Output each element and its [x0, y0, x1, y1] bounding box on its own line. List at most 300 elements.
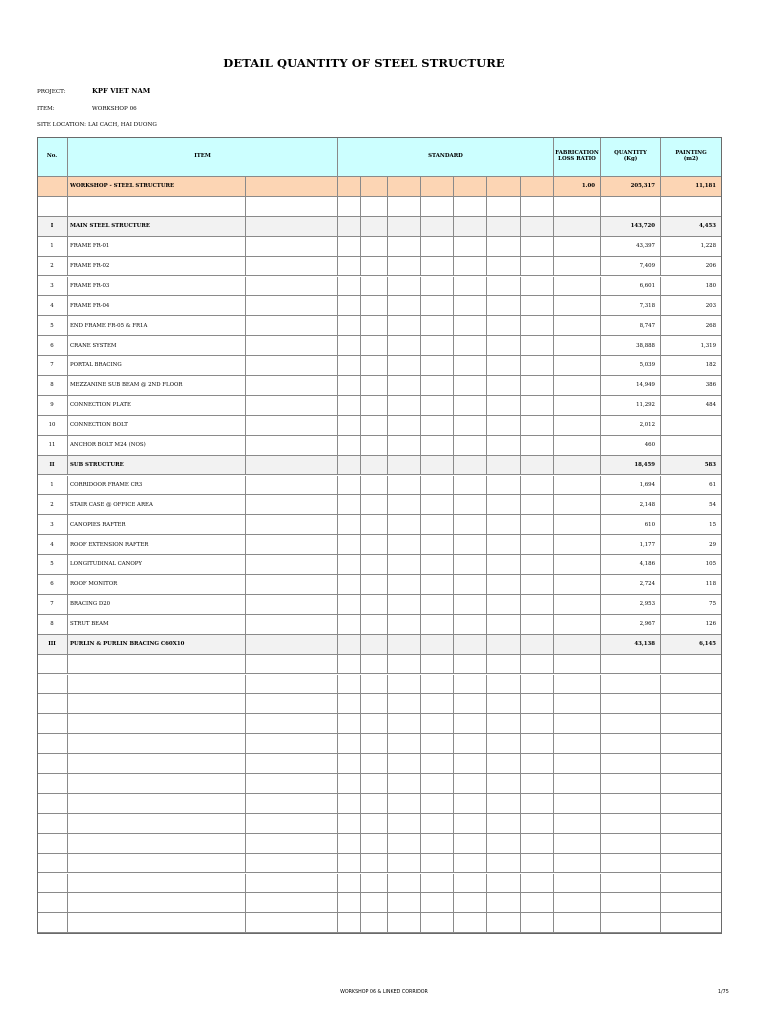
cell-paint: [661, 794, 722, 814]
cell-standard: [454, 456, 487, 476]
cell-item: PORTAL BRACING: [68, 356, 246, 376]
cell-fab: 1.00: [554, 177, 601, 197]
cell-qty: 460: [601, 436, 661, 456]
cell-item: FRAME FR-01: [68, 237, 246, 257]
cell-standard: [388, 913, 421, 933]
cell-standard: [421, 694, 454, 714]
cell-item: WORKSHOP - STEEL STRUCTURE: [68, 177, 246, 197]
cell-standard: [388, 575, 421, 595]
cell-fab: [554, 515, 601, 535]
cell-fab: [554, 237, 601, 257]
cell-no: II: [37, 456, 68, 476]
cell-standard: [338, 555, 361, 575]
project-value: KPF VIET NAM: [92, 87, 151, 95]
cell-standard: [388, 714, 421, 734]
cell-standard: [338, 177, 361, 197]
cell-standard: [246, 217, 338, 237]
cell-standard: [421, 814, 454, 834]
cell-standard: [421, 754, 454, 774]
cell-standard: [521, 296, 554, 316]
cell-standard: [361, 854, 388, 874]
cell-item: FRAME FR-02: [68, 257, 246, 277]
cell-standard: [361, 555, 388, 575]
cell-standard: [487, 595, 521, 615]
cell-fab: [554, 436, 601, 456]
cell-standard: [521, 495, 554, 515]
cell-paint: [661, 714, 722, 734]
cell-standard: [521, 754, 554, 774]
cell-no: [37, 694, 68, 714]
cell-standard: [487, 416, 521, 436]
cell-standard: [454, 177, 487, 197]
cell-standard: [338, 456, 361, 476]
cell-paint: [661, 754, 722, 774]
cell-standard: [338, 774, 361, 794]
cell-standard: [246, 495, 338, 515]
cell-standard: [487, 217, 521, 237]
cell-standard: [388, 436, 421, 456]
cell-standard: [361, 615, 388, 635]
cell-standard: [421, 436, 454, 456]
cell-standard: [454, 734, 487, 754]
cell-standard: [521, 336, 554, 356]
cell-standard: [454, 774, 487, 794]
cell-standard: [487, 436, 521, 456]
cell-qty: 4,186: [601, 555, 661, 575]
cell-standard: [454, 754, 487, 774]
cell-standard: [246, 655, 338, 675]
cell-standard: [487, 675, 521, 695]
cell-paint: [661, 416, 722, 436]
cell-fab: [554, 814, 601, 834]
cell-paint: [661, 854, 722, 874]
cell-standard: [454, 436, 487, 456]
cell-item: MEZZANINE SUB BEAM @ 2ND FLOOR: [68, 376, 246, 396]
page-title: DETAIL QUANTITY OF STEEL STRUCTURE: [223, 56, 505, 70]
cell-standard: [421, 316, 454, 336]
cell-standard: [338, 376, 361, 396]
cell-no: [37, 197, 68, 217]
cell-paint: 182: [661, 356, 722, 376]
cell-standard: [246, 575, 338, 595]
cell-paint: 484: [661, 396, 722, 416]
cell-standard: [521, 655, 554, 675]
cell-standard: [487, 774, 521, 794]
cell-standard: [454, 476, 487, 496]
cell-no: 3: [37, 277, 68, 297]
cell-fab: [554, 555, 601, 575]
header-quantity: QUANTITY (Kg): [601, 137, 661, 177]
cell-no: 6: [37, 575, 68, 595]
cell-qty: 2,012: [601, 416, 661, 436]
cell-standard: [521, 694, 554, 714]
cell-standard: [421, 416, 454, 436]
cell-standard: [361, 177, 388, 197]
cell-standard: [246, 376, 338, 396]
cell-standard: [388, 336, 421, 356]
cell-item: STAIR CASE @ OFFICE AREA: [68, 495, 246, 515]
cell-standard: [521, 535, 554, 555]
cell-item: [68, 675, 246, 695]
cell-standard: [361, 635, 388, 655]
cell-standard: [421, 675, 454, 695]
cell-standard: [487, 834, 521, 854]
cell-qty: 2,967: [601, 615, 661, 635]
cell-item: STRUT BEAM: [68, 615, 246, 635]
cell-item: [68, 874, 246, 894]
cell-standard: [246, 356, 338, 376]
cell-item: [68, 794, 246, 814]
cell-standard: [361, 814, 388, 834]
cell-standard: [361, 714, 388, 734]
cell-paint: [661, 834, 722, 854]
cell-fab: [554, 535, 601, 555]
cell-standard: [454, 893, 487, 913]
cell-standard: [487, 356, 521, 376]
cell-paint: [661, 774, 722, 794]
cell-standard: [454, 277, 487, 297]
cell-standard: [454, 814, 487, 834]
cell-standard: [421, 177, 454, 197]
cell-standard: [487, 316, 521, 336]
cell-qty: 7,318: [601, 296, 661, 316]
cell-standard: [421, 356, 454, 376]
cell-standard: [454, 794, 487, 814]
cell-item: [68, 854, 246, 874]
site-location-value: LAI CACH, HAI DUONG: [88, 122, 157, 128]
cell-standard: [361, 436, 388, 456]
cell-paint: 105: [661, 555, 722, 575]
cell-standard: [388, 893, 421, 913]
cell-standard: [454, 296, 487, 316]
cell-item: FRAME FR-03: [68, 277, 246, 297]
cell-standard: [338, 277, 361, 297]
cell-standard: [454, 595, 487, 615]
cell-standard: [454, 535, 487, 555]
cell-standard: [338, 595, 361, 615]
cell-paint: [661, 197, 722, 217]
cell-fab: [554, 316, 601, 336]
cell-standard: [338, 635, 361, 655]
cell-standard: [454, 874, 487, 894]
cell-standard: [521, 635, 554, 655]
cell-no: 1: [37, 476, 68, 496]
site-location-label: SITE LOCATION:: [37, 122, 87, 128]
cell-standard: [454, 615, 487, 635]
cell-standard: [388, 635, 421, 655]
cell-standard: [361, 874, 388, 894]
cell-standard: [361, 296, 388, 316]
cell-standard: [388, 595, 421, 615]
cell-standard: [246, 296, 338, 316]
cell-standard: [388, 754, 421, 774]
cell-qty: [601, 814, 661, 834]
cell-standard: [388, 396, 421, 416]
cell-standard: [338, 615, 361, 635]
cell-fab: [554, 615, 601, 635]
cell-standard: [388, 854, 421, 874]
header-painting: PAINTING (m2): [661, 137, 722, 177]
cell-standard: [361, 456, 388, 476]
cell-standard: [454, 635, 487, 655]
cell-standard: [388, 177, 421, 197]
cell-no: III: [37, 635, 68, 655]
cell-standard: [454, 834, 487, 854]
cell-paint: [661, 694, 722, 714]
cell-fab: [554, 336, 601, 356]
cell-standard: [421, 515, 454, 535]
cell-standard: [454, 376, 487, 396]
cell-standard: [421, 277, 454, 297]
cell-qty: [601, 774, 661, 794]
cell-qty: 18,459: [601, 456, 661, 476]
cell-paint: 4,453: [661, 217, 722, 237]
cell-qty: 14,949: [601, 376, 661, 396]
cell-paint: [661, 913, 722, 933]
cell-standard: [521, 734, 554, 754]
cell-standard: [361, 277, 388, 297]
cell-no: 8: [37, 376, 68, 396]
cell-paint: 386: [661, 376, 722, 396]
quantity-table: [37, 137, 722, 934]
cell-fab: [554, 356, 601, 376]
cell-standard: [487, 874, 521, 894]
cell-standard: [454, 217, 487, 237]
cell-fab: [554, 734, 601, 754]
cell-standard: [246, 436, 338, 456]
cell-fab: [554, 655, 601, 675]
cell-fab: [554, 675, 601, 695]
cell-standard: [454, 316, 487, 336]
cell-item: MAIN STEEL STRUCTURE: [68, 217, 246, 237]
cell-item: [68, 814, 246, 834]
cell-standard: [421, 257, 454, 277]
cell-no: 6: [37, 336, 68, 356]
cell-standard: [487, 515, 521, 535]
cell-standard: [421, 734, 454, 754]
cell-standard: [246, 774, 338, 794]
header-no: No.: [37, 137, 68, 177]
cell-standard: [421, 495, 454, 515]
cell-standard: [487, 456, 521, 476]
cell-standard: [454, 913, 487, 933]
cell-qty: [601, 893, 661, 913]
cell-no: [37, 754, 68, 774]
cell-standard: [487, 535, 521, 555]
cell-standard: [338, 257, 361, 277]
cell-standard: [388, 476, 421, 496]
cell-standard: [521, 555, 554, 575]
cell-standard: [361, 694, 388, 714]
cell-standard: [487, 655, 521, 675]
cell-standard: [487, 714, 521, 734]
cell-item: CONNECTION BOLT: [68, 416, 246, 436]
cell-standard: [246, 535, 338, 555]
cell-standard: [361, 396, 388, 416]
cell-item: [68, 754, 246, 774]
cell-standard: [487, 854, 521, 874]
cell-standard: [487, 814, 521, 834]
cell-qty: 205,317: [601, 177, 661, 197]
cell-paint: 15: [661, 515, 722, 535]
cell-standard: [454, 237, 487, 257]
cell-standard: [338, 237, 361, 257]
cell-standard: [421, 535, 454, 555]
cell-fab: [554, 854, 601, 874]
cell-paint: 583: [661, 456, 722, 476]
cell-standard: [388, 555, 421, 575]
cell-item: ROOF EXTENSION RAFTER: [68, 535, 246, 555]
cell-item: CRANE SYSTEM: [68, 336, 246, 356]
cell-standard: [388, 237, 421, 257]
header-standard: STANDARD: [338, 137, 554, 177]
cell-standard: [421, 595, 454, 615]
cell-paint: 29: [661, 535, 722, 555]
cell-standard: [388, 495, 421, 515]
cell-standard: [361, 675, 388, 695]
cell-standard: [487, 296, 521, 316]
cell-standard: [361, 893, 388, 913]
cell-standard: [246, 396, 338, 416]
cell-standard: [421, 376, 454, 396]
cell-standard: [361, 257, 388, 277]
cell-standard: [421, 615, 454, 635]
cell-standard: [338, 893, 361, 913]
cell-fab: [554, 834, 601, 854]
cell-paint: 180: [661, 277, 722, 297]
cell-standard: [487, 913, 521, 933]
cell-standard: [487, 734, 521, 754]
cell-standard: [338, 396, 361, 416]
cell-no: 10: [37, 416, 68, 436]
cell-standard: [338, 754, 361, 774]
cell-paint: 54: [661, 495, 722, 515]
cell-standard: [487, 197, 521, 217]
cell-standard: [361, 495, 388, 515]
cell-fab: [554, 476, 601, 496]
cell-standard: [338, 535, 361, 555]
cell-fab: [554, 893, 601, 913]
cell-standard: [246, 197, 338, 217]
cell-qty: [601, 754, 661, 774]
cell-no: 7: [37, 595, 68, 615]
cell-standard: [421, 913, 454, 933]
cell-standard: [487, 794, 521, 814]
cell-standard: [487, 396, 521, 416]
cell-item: LONGITUDINAL CANOPY: [68, 555, 246, 575]
cell-paint: [661, 874, 722, 894]
cell-standard: [361, 734, 388, 754]
cell-qty: 8,747: [601, 316, 661, 336]
cell-standard: [388, 655, 421, 675]
cell-standard: [454, 416, 487, 436]
cell-paint: 75: [661, 595, 722, 615]
cell-standard: [388, 217, 421, 237]
cell-standard: [521, 575, 554, 595]
cell-no: [37, 854, 68, 874]
cell-standard: [361, 197, 388, 217]
cell-standard: [246, 416, 338, 436]
cell-standard: [454, 495, 487, 515]
cell-standard: [388, 834, 421, 854]
cell-standard: [338, 734, 361, 754]
cell-standard: [454, 356, 487, 376]
cell-standard: [487, 257, 521, 277]
cell-standard: [361, 316, 388, 336]
cell-no: 4: [37, 535, 68, 555]
cell-qty: 2,148: [601, 495, 661, 515]
header-item: ITEM: [68, 137, 338, 177]
cell-standard: [246, 476, 338, 496]
cell-qty: [601, 694, 661, 714]
cell-qty: [601, 734, 661, 754]
cell-standard: [388, 376, 421, 396]
cell-standard: [521, 237, 554, 257]
cell-no: 7: [37, 356, 68, 376]
cell-standard: [454, 854, 487, 874]
cell-qty: 7,409: [601, 257, 661, 277]
cell-qty: 11,292: [601, 396, 661, 416]
cell-fab: [554, 754, 601, 774]
cell-item: BRACING D20: [68, 595, 246, 615]
cell-standard: [421, 197, 454, 217]
cell-standard: [246, 874, 338, 894]
cell-standard: [388, 794, 421, 814]
cell-standard: [338, 694, 361, 714]
cell-standard: [246, 794, 338, 814]
cell-standard: [421, 555, 454, 575]
cell-standard: [388, 277, 421, 297]
cell-standard: [338, 834, 361, 854]
cell-no: 5: [37, 316, 68, 336]
cell-standard: [338, 874, 361, 894]
cell-standard: [421, 834, 454, 854]
cell-fab: [554, 575, 601, 595]
cell-fab: [554, 456, 601, 476]
cell-fab: [554, 217, 601, 237]
cell-no: [37, 814, 68, 834]
cell-standard: [388, 774, 421, 794]
cell-standard: [361, 913, 388, 933]
cell-qty: [601, 834, 661, 854]
cell-standard: [421, 575, 454, 595]
cell-item: [68, 714, 246, 734]
cell-no: [37, 834, 68, 854]
cell-item: [68, 774, 246, 794]
cell-standard: [421, 396, 454, 416]
cell-fab: [554, 296, 601, 316]
cell-standard: [361, 575, 388, 595]
cell-standard: [521, 277, 554, 297]
cell-standard: [487, 893, 521, 913]
cell-no: 9: [37, 396, 68, 416]
cell-standard: [246, 913, 338, 933]
cell-qty: [601, 714, 661, 734]
cell-standard: [487, 754, 521, 774]
cell-paint: 206: [661, 257, 722, 277]
cell-standard: [388, 197, 421, 217]
cell-fab: [554, 714, 601, 734]
project-label: PROJECT:: [37, 89, 66, 95]
cell-standard: [487, 694, 521, 714]
cell-standard: [454, 336, 487, 356]
cell-no: [37, 655, 68, 675]
cell-no: [37, 177, 68, 197]
cell-qty: 2,953: [601, 595, 661, 615]
cell-standard: [521, 615, 554, 635]
footer-title: WORKSHOP 06 & LINKED CORRIDOR: [340, 990, 428, 995]
cell-standard: [246, 555, 338, 575]
